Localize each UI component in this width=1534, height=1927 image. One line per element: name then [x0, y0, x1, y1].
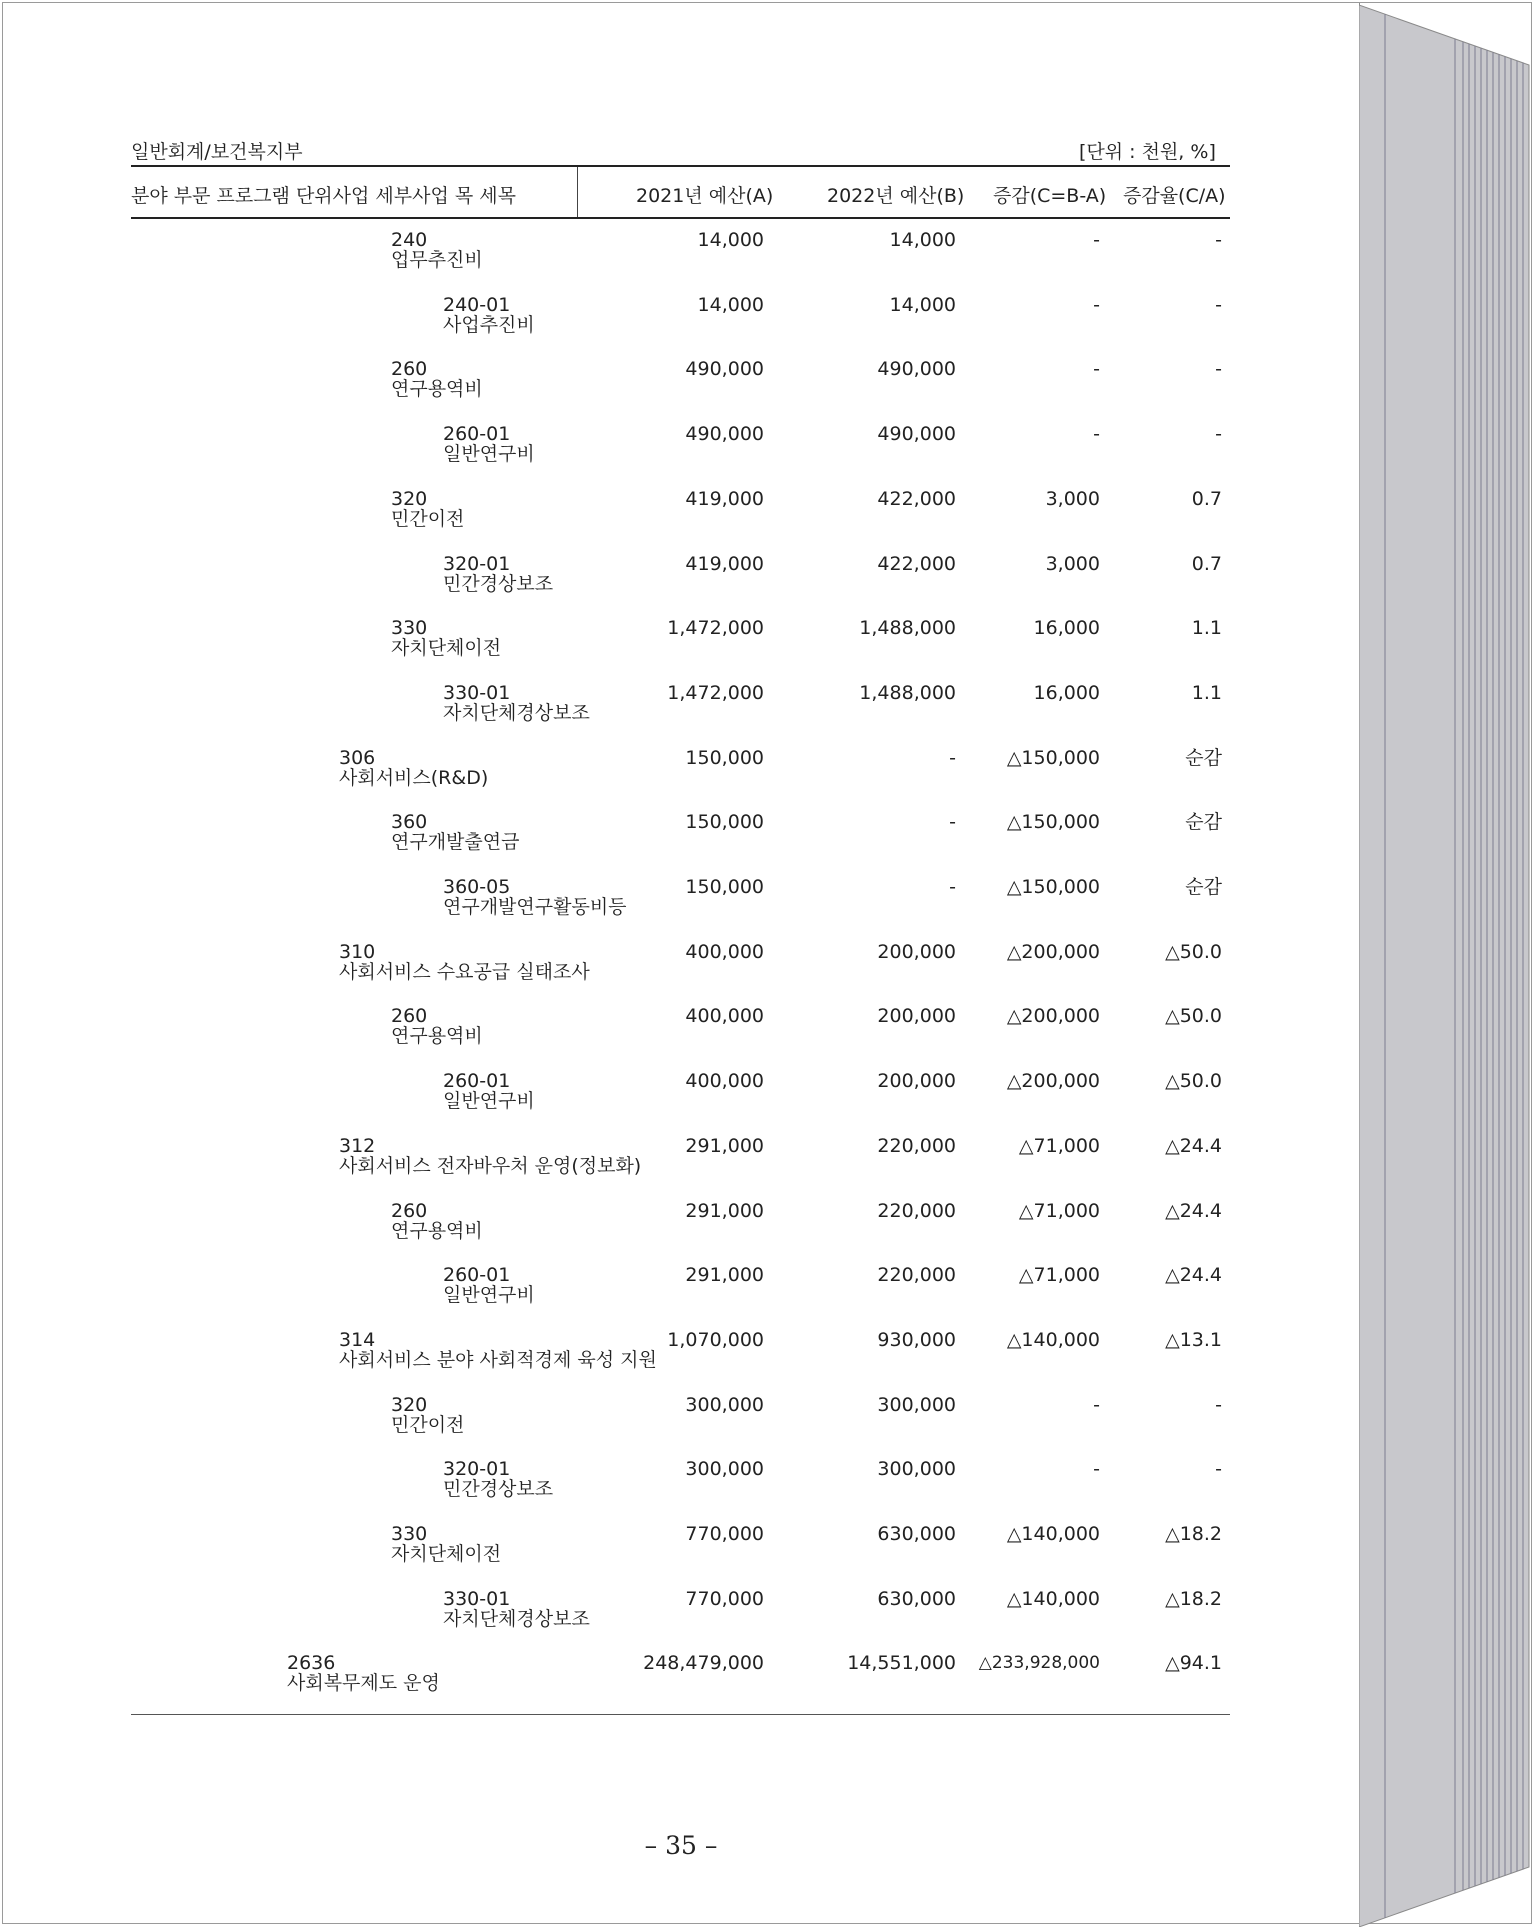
row-change: △233,928,000 — [978, 1653, 1100, 1674]
row-name: 연구개발연구활동비등 — [443, 896, 627, 918]
row-change-rate: 1.1 — [1191, 617, 1222, 640]
unit-label: [단위 : 천원, %] — [1079, 141, 1216, 163]
row-name: 자치단체이전 — [391, 1543, 502, 1565]
row-code: 320-01 — [443, 1458, 511, 1481]
column-header-change: 증감(C=B-A) — [993, 185, 1107, 207]
row-budget-2021: 248,479,000 — [643, 1652, 764, 1675]
row-budget-2021: 400,000 — [685, 1005, 764, 1028]
row-name: 일반연구비 — [443, 1090, 535, 1113]
row-budget-2021: 291,000 — [685, 1134, 764, 1157]
table-row — [3, 1394, 1359, 1458]
row-name: 자치단체경상보조 — [443, 1607, 590, 1630]
table-header-rule — [131, 217, 1230, 219]
row-change-rate: △94.1 — [1165, 1652, 1222, 1675]
table-row — [3, 488, 1359, 552]
row-change-rate: △24.4 — [1165, 1264, 1222, 1287]
row-change-rate: - — [1215, 1458, 1222, 1481]
row-budget-2021: 419,000 — [685, 552, 764, 575]
row-change-rate: △18.2 — [1165, 1587, 1222, 1610]
table-row — [3, 811, 1359, 875]
document-frame — [2, 2, 1532, 1924]
row-code: 240-01 — [443, 293, 511, 316]
table-row — [3, 1588, 1359, 1652]
row-code: 260-01 — [443, 423, 511, 446]
row-budget-2021: 490,000 — [685, 358, 764, 381]
table-row — [3, 1523, 1359, 1587]
row-code: 314 — [339, 1328, 376, 1351]
column-header-hierarchy: 분야 부문 프로그램 단위사업 세부사업 목 세목 — [131, 185, 516, 207]
row-budget-2021: 150,000 — [685, 876, 764, 898]
row-change: △200,000 — [1006, 940, 1100, 963]
row-change: - — [1093, 1458, 1100, 1481]
document-page — [3, 3, 1360, 1923]
row-change-rate: 순감 — [1185, 811, 1222, 834]
row-code: 260 — [391, 1199, 428, 1222]
row-code: 260 — [391, 1005, 428, 1028]
row-budget-2022: 422,000 — [877, 487, 956, 510]
row-budget-2021: 291,000 — [685, 1264, 764, 1287]
table-row — [3, 747, 1359, 811]
table-row — [3, 617, 1359, 681]
row-name: 연구개발출연금 — [391, 831, 520, 854]
row-budget-2022: 1,488,000 — [859, 617, 956, 640]
row-name: 사회서비스 전자바우처 운영(정보화) — [339, 1154, 642, 1177]
row-change: △150,000 — [1006, 746, 1100, 769]
row-budget-2021: 300,000 — [685, 1458, 764, 1481]
row-code: 330-01 — [443, 681, 511, 704]
row-budget-2021: 300,000 — [685, 1393, 764, 1416]
row-budget-2021: 14,000 — [697, 293, 764, 316]
column-header-separator — [577, 167, 578, 219]
row-name: 사회서비스(R&D) — [339, 766, 489, 789]
row-code: 320-01 — [443, 552, 511, 575]
table-row — [3, 553, 1359, 617]
row-code: 312 — [339, 1134, 376, 1157]
row-budget-2021: 419,000 — [685, 487, 764, 510]
row-budget-2022: 490,000 — [877, 423, 956, 446]
row-change-rate: △50.0 — [1165, 1070, 1222, 1093]
row-change: - — [1093, 229, 1100, 251]
row-budget-2021: 150,000 — [685, 811, 764, 834]
row-name: 사회서비스 수요공급 실태조사 — [339, 960, 590, 983]
table-row — [3, 1652, 1359, 1716]
row-code: 360-05 — [443, 876, 511, 898]
row-change-rate: 순감 — [1185, 876, 1222, 898]
row-change-rate: 1.1 — [1191, 681, 1222, 704]
row-budget-2021: 1,472,000 — [667, 681, 764, 704]
row-name: 사업추진비 — [443, 313, 535, 336]
row-change: △140,000 — [1006, 1328, 1100, 1351]
row-budget-2021: 1,070,000 — [667, 1328, 764, 1351]
row-budget-2022: 1,488,000 — [859, 681, 956, 704]
row-budget-2022: 200,000 — [877, 1005, 956, 1028]
row-change-rate: 0.7 — [1191, 552, 1222, 575]
row-change-rate: - — [1215, 229, 1222, 251]
row-name: 업무추진비 — [391, 249, 483, 271]
row-budget-2021: 291,000 — [685, 1199, 764, 1222]
row-budget-2022: 630,000 — [877, 1523, 956, 1545]
row-code: 310 — [339, 940, 376, 963]
row-change-rate: △24.4 — [1165, 1134, 1222, 1157]
row-budget-2021: 150,000 — [685, 746, 764, 769]
row-code: 330-01 — [443, 1587, 511, 1610]
table-bottom-rule — [131, 1714, 1230, 1715]
row-change: △200,000 — [1006, 1070, 1100, 1093]
row-name: 일반연구비 — [443, 443, 535, 466]
row-code: 2636 — [287, 1652, 336, 1675]
row-change: - — [1093, 1393, 1100, 1416]
row-name: 민간경상보조 — [443, 1478, 554, 1501]
row-change-rate: - — [1215, 358, 1222, 381]
row-budget-2022: 300,000 — [877, 1458, 956, 1481]
row-code: 320 — [391, 487, 428, 510]
row-code: 360 — [391, 811, 428, 834]
row-budget-2021: 400,000 — [685, 940, 764, 963]
table-row — [3, 1070, 1359, 1134]
row-change-rate: - — [1215, 1393, 1222, 1416]
row-code: 330 — [391, 617, 428, 640]
row-budget-2022: 14,551,000 — [847, 1652, 956, 1675]
row-budget-2022: 220,000 — [877, 1134, 956, 1157]
row-name: 사회복무제도 운영 — [287, 1672, 440, 1695]
row-change: 16,000 — [1033, 617, 1100, 640]
row-budget-2022: 200,000 — [877, 940, 956, 963]
row-budget-2022: 630,000 — [877, 1587, 956, 1610]
row-budget-2022: 300,000 — [877, 1393, 956, 1416]
row-name: 자치단체경상보조 — [443, 701, 590, 724]
row-name: 연구용역비 — [391, 1025, 483, 1048]
table-row — [3, 1264, 1359, 1328]
table-row — [3, 1135, 1359, 1199]
row-budget-2021: 490,000 — [685, 423, 764, 446]
row-name: 연구용역비 — [391, 378, 483, 401]
row-budget-2022: 220,000 — [877, 1264, 956, 1287]
row-change-rate: - — [1215, 423, 1222, 446]
column-header-2022: 2022년 예산(B) — [827, 185, 965, 207]
row-change-rate: △50.0 — [1165, 940, 1222, 963]
row-change: △150,000 — [1006, 811, 1100, 834]
row-budget-2022: 14,000 — [889, 293, 956, 316]
table-row — [3, 876, 1359, 940]
row-name: 일반연구비 — [443, 1284, 535, 1307]
row-change: △200,000 — [1006, 1005, 1100, 1028]
row-change-rate: △50.0 — [1165, 1005, 1222, 1028]
row-change: △71,000 — [1018, 1134, 1100, 1157]
row-budget-2022: - — [949, 876, 956, 898]
row-budget-2022: 200,000 — [877, 1070, 956, 1093]
row-code: 240 — [391, 229, 428, 251]
row-name: 자치단체이전 — [391, 637, 502, 660]
account-label: 일반회계/보건복지부 — [131, 141, 303, 163]
table-row — [3, 294, 1359, 358]
row-budget-2021: 770,000 — [685, 1523, 764, 1545]
row-name: 사회서비스 분야 사회적경제 육성 지원 — [339, 1348, 657, 1371]
row-budget-2022: 422,000 — [877, 552, 956, 575]
table-row — [3, 423, 1359, 487]
column-header-change-rate: 증감율(C/A) — [1123, 185, 1226, 207]
row-budget-2022: - — [949, 811, 956, 834]
row-name: 민간경상보조 — [443, 572, 554, 595]
row-change: 3,000 — [1045, 487, 1100, 510]
row-change: △140,000 — [1006, 1523, 1100, 1545]
row-budget-2022: 14,000 — [889, 229, 956, 251]
row-change: - — [1093, 358, 1100, 381]
row-name: 민간이전 — [391, 1413, 465, 1436]
table-row — [3, 682, 1359, 746]
row-change: 3,000 — [1045, 552, 1100, 575]
row-budget-2021: 14,000 — [697, 229, 764, 251]
row-budget-2022: 490,000 — [877, 358, 956, 381]
table-row — [3, 1329, 1359, 1393]
row-change: △71,000 — [1018, 1264, 1100, 1287]
row-budget-2022: 930,000 — [877, 1328, 956, 1351]
row-code: 260-01 — [443, 1070, 511, 1093]
row-code: 306 — [339, 746, 376, 769]
row-change: △140,000 — [1006, 1587, 1100, 1610]
row-budget-2021: 770,000 — [685, 1587, 764, 1610]
row-change-rate: △18.2 — [1165, 1523, 1222, 1545]
row-change-rate: △13.1 — [1165, 1328, 1222, 1351]
row-budget-2021: 1,472,000 — [667, 617, 764, 640]
row-change-rate: 순감 — [1185, 746, 1222, 769]
row-change: △150,000 — [1006, 876, 1100, 898]
page-stack-graphic — [1359, 5, 1534, 1927]
row-budget-2022: - — [949, 746, 956, 769]
row-code: 330 — [391, 1523, 428, 1545]
page-stack-edge — [1359, 5, 1534, 1927]
row-code: 320 — [391, 1393, 428, 1416]
table-row — [3, 1005, 1359, 1069]
table-top-rule — [131, 165, 1230, 167]
row-budget-2022: 220,000 — [877, 1199, 956, 1222]
page-number: – 35 – — [644, 1831, 718, 1860]
row-name: 연구용역비 — [391, 1219, 483, 1242]
row-change: 16,000 — [1033, 681, 1100, 704]
row-budget-2021: 400,000 — [685, 1070, 764, 1093]
row-change: - — [1093, 293, 1100, 316]
table-row — [3, 1200, 1359, 1264]
row-code: 260-01 — [443, 1264, 511, 1287]
row-name: 민간이전 — [391, 507, 465, 530]
row-change-rate: △24.4 — [1165, 1199, 1222, 1222]
table-row — [3, 1458, 1359, 1522]
row-change: - — [1093, 423, 1100, 446]
row-change: △71,000 — [1018, 1199, 1100, 1222]
row-change-rate: 0.7 — [1191, 487, 1222, 510]
row-change-rate: - — [1215, 293, 1222, 316]
table-row — [3, 358, 1359, 422]
column-header-2021: 2021년 예산(A) — [636, 185, 774, 207]
table-row — [3, 941, 1359, 1005]
row-code: 260 — [391, 358, 428, 381]
table-row — [3, 229, 1359, 293]
